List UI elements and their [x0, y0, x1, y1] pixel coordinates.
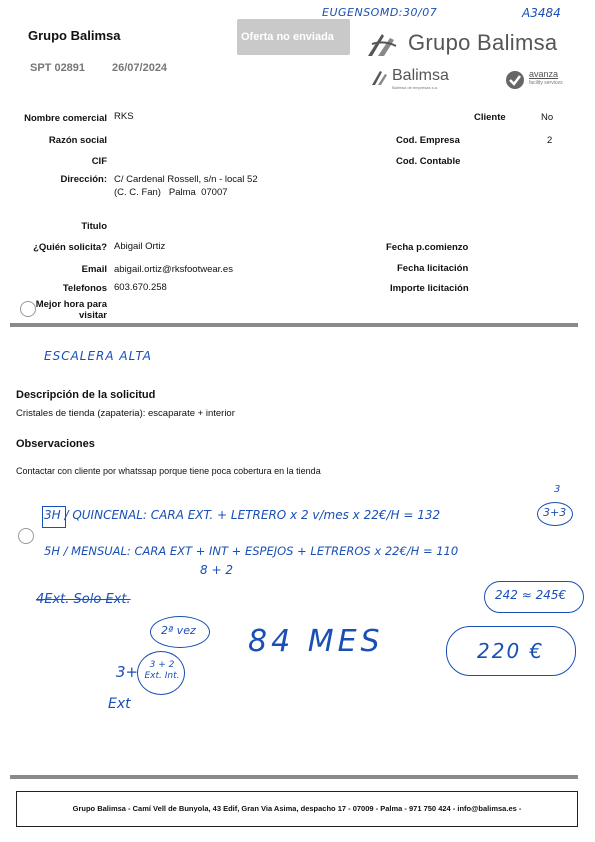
nombre-comercial-label: Nombre comercial: [24, 113, 107, 124]
balimsa-logo-icon: [364, 30, 400, 60]
cod-contable-label: Cod. Contable: [396, 156, 461, 167]
ext-int-circle: [137, 651, 185, 695]
fecha-licitacion-label: Fecha licitación: [397, 263, 469, 274]
status-badge: [237, 19, 350, 55]
note-line-4-left: 3+: [116, 663, 139, 681]
observaciones-title: Observaciones: [16, 438, 95, 450]
document-date: 26/07/2024: [112, 62, 168, 74]
note-line-3: 4Ext. Solo Ext.: [36, 592, 131, 607]
email-label: Email: [81, 264, 107, 275]
status-badge-label: Oferta no enviada: [241, 31, 334, 43]
balimsa-sub-logo-icon: [370, 69, 390, 87]
direccion-label: Dirección:: [60, 174, 107, 185]
solicitud-title: Descripción de la solicitud: [16, 389, 156, 401]
razon-social-label: Razón social: [48, 135, 107, 146]
divider-top: [10, 323, 578, 327]
email-value: abigail.ortiz@rksfootwear.es: [114, 264, 233, 275]
quien-solicita-label: ¿Quién solicita?: [33, 242, 107, 253]
titulo-label: Titulo: [81, 221, 107, 232]
telefonos-value: 603.670.258: [114, 282, 167, 293]
note-line-1: 3H / QUINCENAL: CARA EXT. + LETRERO x 2 v/mes x 22€/H = 132: [44, 508, 441, 522]
balimsa-sub-logo-tag: Balimsa de empresas s.a.: [392, 85, 439, 90]
avanza-logo-text: avanza: [529, 69, 559, 79]
solicitud-text: Cristales de tienda (zapateria): escaparate + interior: [16, 408, 235, 419]
balimsa-sub-logo-text: Balimsa: [392, 67, 449, 84]
final-price-box: [446, 626, 576, 676]
nombre-comercial-value: RKS: [114, 111, 134, 122]
note-line-2-circle: 8 + 2: [200, 563, 233, 577]
avanza-logo-tag: facility services: [529, 80, 563, 86]
telefonos-label: Telefonos: [62, 283, 107, 294]
footer-text: Grupo Balimsa - Camí Vell de Bunyola, 43 Edif, Gran Via Asima, despacho 17 - 07009 - Palma - 971 750 424 - info@balimsa.es -: [72, 804, 522, 813]
company-name: Grupo Balimsa: [28, 28, 121, 43]
cliente-value: No: [541, 112, 554, 123]
balimsa-logo-text: Grupo Balimsa: [408, 30, 558, 55]
handwritten-escalera: ESCALERA ALTA: [44, 349, 152, 363]
cif-label: CIF: [91, 156, 107, 167]
quien-solicita-value: Abigail Ortiz: [114, 241, 166, 252]
price-top-box: [484, 581, 584, 613]
note-line-1-circle: [537, 502, 573, 526]
observaciones-text: Contactar con cliente por whatssap porque tiene poca cobertura en la tienda: [16, 466, 321, 476]
second-visit-circle: [150, 616, 210, 648]
divider-bottom: [10, 775, 578, 779]
note-line-1-circle-text: 3+3: [543, 506, 567, 519]
direccion-line-2: (C. C. Fan) Palma 07007: [114, 187, 228, 198]
second-visit-text: 2ª vez: [161, 624, 196, 637]
ext-int-text: 3 + 2 Ext. Int.: [144, 660, 180, 681]
mejor-hora-label-2: visitar: [79, 310, 107, 321]
handwritten-reference: EUGENSOMD:30/07: [322, 6, 438, 19]
cliente-label: Cliente: [474, 112, 506, 123]
price-top-text: 242 ≈ 245€: [495, 588, 567, 602]
note-mark: 3: [554, 484, 561, 495]
note-line-5: Ext: [108, 696, 131, 712]
fecha-comienzo-label: Fecha p.comienzo: [386, 242, 469, 253]
direccion-line-1: C/ Cardenal Rossell, s/n - local 52: [114, 174, 258, 185]
hole-punch-circle-2: [18, 528, 34, 544]
big-monthly-note: 84 MES: [248, 624, 384, 659]
final-price-text: 220 €: [477, 639, 545, 663]
handwritten-code: A3484: [522, 6, 561, 20]
balimsa-sub-logo: [370, 67, 470, 91]
note-line-2: 5H / MENSUAL: CARA EXT + INT + ESPEJOS + LETREROS x 22€/H = 110: [44, 544, 459, 558]
cod-empresa-value: 2: [547, 135, 553, 146]
balimsa-logo: [364, 28, 579, 62]
check-badge-icon: [505, 70, 525, 90]
cod-empresa-label: Cod. Empresa: [396, 135, 460, 146]
footer-box: [16, 791, 578, 827]
avanza-logo: [505, 68, 575, 92]
importe-licitacion-label: Importe licitación: [390, 283, 469, 294]
mejor-hora-label-1: Mejor hora para: [35, 299, 107, 310]
spt-number: SPT 02891: [30, 62, 86, 74]
